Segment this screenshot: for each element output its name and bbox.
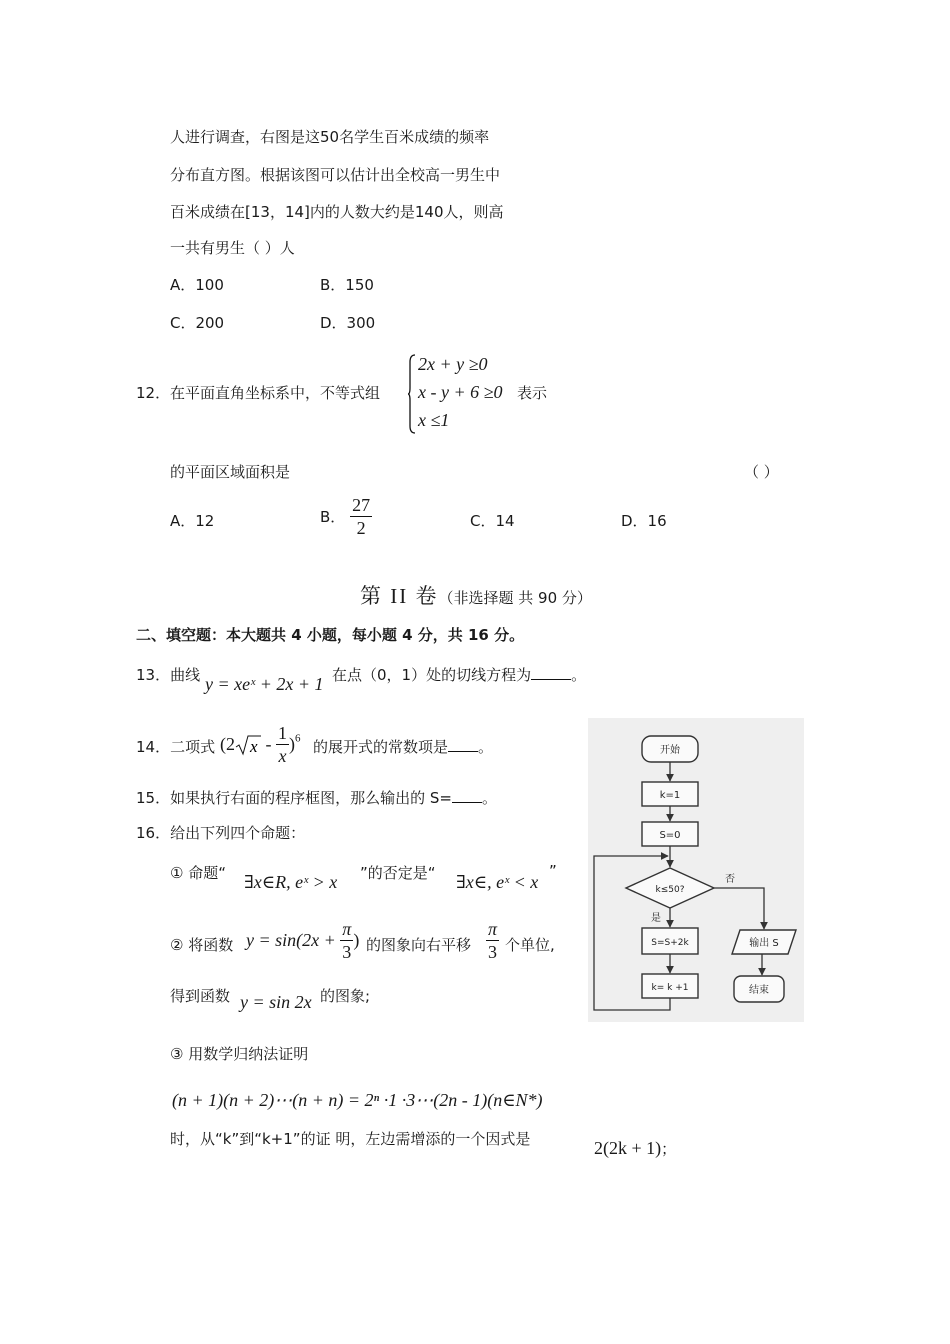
flowchart-svg: [588, 718, 804, 1022]
init-s-label: S=0: [659, 830, 681, 841]
q14-text-2: [313, 736, 493, 757]
prop3-text-b: 时，从“k”到“k+1”的证 明，左边需增添的一个因式是: [170, 1130, 531, 1148]
q12-option-b: [320, 494, 372, 539]
q12-text: 在平面直角坐标系中，不等式组: [170, 384, 381, 402]
q14-period: 。: [478, 738, 494, 756]
q12-answer-paren: （ ）: [744, 463, 779, 481]
q12-text-after: 表示: [517, 384, 548, 402]
q15: [136, 787, 497, 808]
section-heading: 二、填空题：本大题共 4 小题，每小题 4 分，共 16 分。: [136, 626, 525, 644]
inequality-system: [408, 352, 528, 438]
answer-blank[interactable]: [531, 665, 571, 680]
q14-number: 14．: [136, 738, 171, 756]
answer-blank[interactable]: [452, 788, 482, 803]
q16-number: 16．: [136, 824, 171, 842]
q15-number: 15．: [136, 789, 171, 807]
prop3-semicolon: ；: [661, 1140, 677, 1158]
prop2-formula: y = sin(2x + $\frac{\pi}{3}$ ): [246, 919, 360, 962]
prop1-text-a: ① 命题“: [170, 864, 226, 882]
prop2-text-a: ② 将函数: [170, 936, 234, 954]
binomial-formula: (2 x - $\frac{1}{x}$ )$^6$: [220, 723, 301, 766]
prop3-text-a: ③ 用数学归纳法证明: [170, 1045, 309, 1063]
q11-line-1: 人进行调查，右图是这50名学生百米成绩的频率: [170, 128, 490, 146]
svg-text:x: x: [250, 736, 258, 756]
q12-option-a: A．12: [170, 512, 215, 530]
q11-option-c: C．200: [170, 314, 225, 332]
q13-number: 13．: [136, 666, 171, 684]
q16-text: 给出下列四个命题：: [170, 824, 306, 842]
start-label: 开始: [660, 745, 680, 756]
yes-label: 是: [651, 913, 661, 924]
sqrt-icon: [235, 734, 261, 756]
section-subtitle: （非选择题 共 90 分）: [438, 589, 592, 607]
q11-option-b: B．150: [320, 276, 374, 294]
q15-text: 如果执行右面的程序框图，那么输出的 S=: [170, 789, 452, 807]
three-denominator-2: 3: [488, 942, 498, 962]
prop2-formula-2: y = sin 2x: [240, 992, 312, 1012]
q16: [136, 822, 305, 843]
inequality-1: 2x + y ≥0: [418, 354, 488, 374]
prop2-text-d: 得到函数: [170, 987, 231, 1005]
end-label: 结束: [749, 985, 769, 996]
prop3-formula: (n + 1)(n + 2)⋯(n + n) = 2ⁿ ·1 ·3⋯(2n - 1)(n∈N*): [172, 1090, 543, 1110]
pi-numerator-2: π: [488, 919, 498, 939]
q13-text-2: [332, 664, 586, 685]
q14: [136, 736, 215, 757]
q13: [136, 664, 200, 685]
three-denominator: 3: [342, 942, 352, 962]
q14-text-1: 二项式: [170, 738, 216, 756]
q12-number: 12．: [136, 384, 171, 402]
prop1-text-b: ”的否定是“: [360, 864, 436, 882]
q12-option-b-label: B．: [320, 508, 346, 526]
inequality-3: x ≤1: [418, 410, 450, 430]
q13-text-2-label: 在点（0，1）处的切线方程为: [332, 666, 532, 684]
pi-numerator: π: [342, 919, 352, 939]
prop1-formula-1: ∃x∈R, eˣ > x: [244, 872, 338, 892]
prop2-shift: [486, 918, 499, 963]
prop2-text-c: 个单位,: [505, 936, 555, 954]
q11-option-d: D．300: [320, 314, 376, 332]
q11-line-3: 百米成绩在[13，14]内的人数大约是140人，则高: [170, 203, 504, 221]
q11-option-a: A．100: [170, 276, 224, 294]
q12-option-c: C．14: [470, 512, 515, 530]
prop2-text-b: 的图象向右平移: [366, 936, 472, 954]
prop1-formula-2: ∃x∈, eˣ < x: [456, 872, 539, 892]
fraction-27-2: [350, 494, 372, 539]
section-title-main: 第 II 卷: [360, 584, 439, 608]
inequality-2: x - y + 6 ≥0: [418, 382, 503, 402]
q15-period: 。: [481, 789, 497, 807]
answer-blank[interactable]: [448, 737, 478, 752]
q13-text-1: 曲线: [170, 666, 201, 684]
q12-line-2: 的平面区域面积是: [170, 463, 291, 481]
fraction-denominator: 2: [356, 518, 366, 538]
q13-period: 。: [571, 666, 587, 684]
q11-line-4: 一共有男生（ ）人: [170, 239, 295, 257]
proposition-1: [170, 862, 226, 883]
prop3-factor: 2(2k + 1): [594, 1138, 662, 1158]
prop1-text-c: ”: [549, 862, 557, 880]
q14-text-2-label: 的展开式的常数项是: [313, 738, 449, 756]
update-s-label: S=S+2k: [651, 938, 689, 948]
prop2-formula-1: y = sin(2x +: [246, 930, 341, 950]
condition-label: k≤50?: [655, 885, 685, 895]
fraction-numerator: 27: [352, 495, 371, 515]
flowchart: [588, 718, 804, 1022]
section-title: [360, 580, 592, 610]
update-k-label: k= k +1: [651, 983, 689, 993]
output-label: 输出 S: [749, 938, 779, 949]
prop3-formula-2: [594, 1138, 676, 1159]
init-k-label: k=1: [659, 790, 681, 801]
no-label: 否: [725, 874, 735, 885]
left-brace-icon: [408, 354, 416, 434]
q11-line-2: 分布直方图。根据该图可以估计出全校高一男生中: [170, 166, 501, 184]
prop2-text-e: 的图象;: [320, 987, 371, 1005]
q13-formula: y = xeˣ + 2x + 1: [205, 674, 324, 694]
q12-option-d: D．16: [621, 512, 667, 530]
